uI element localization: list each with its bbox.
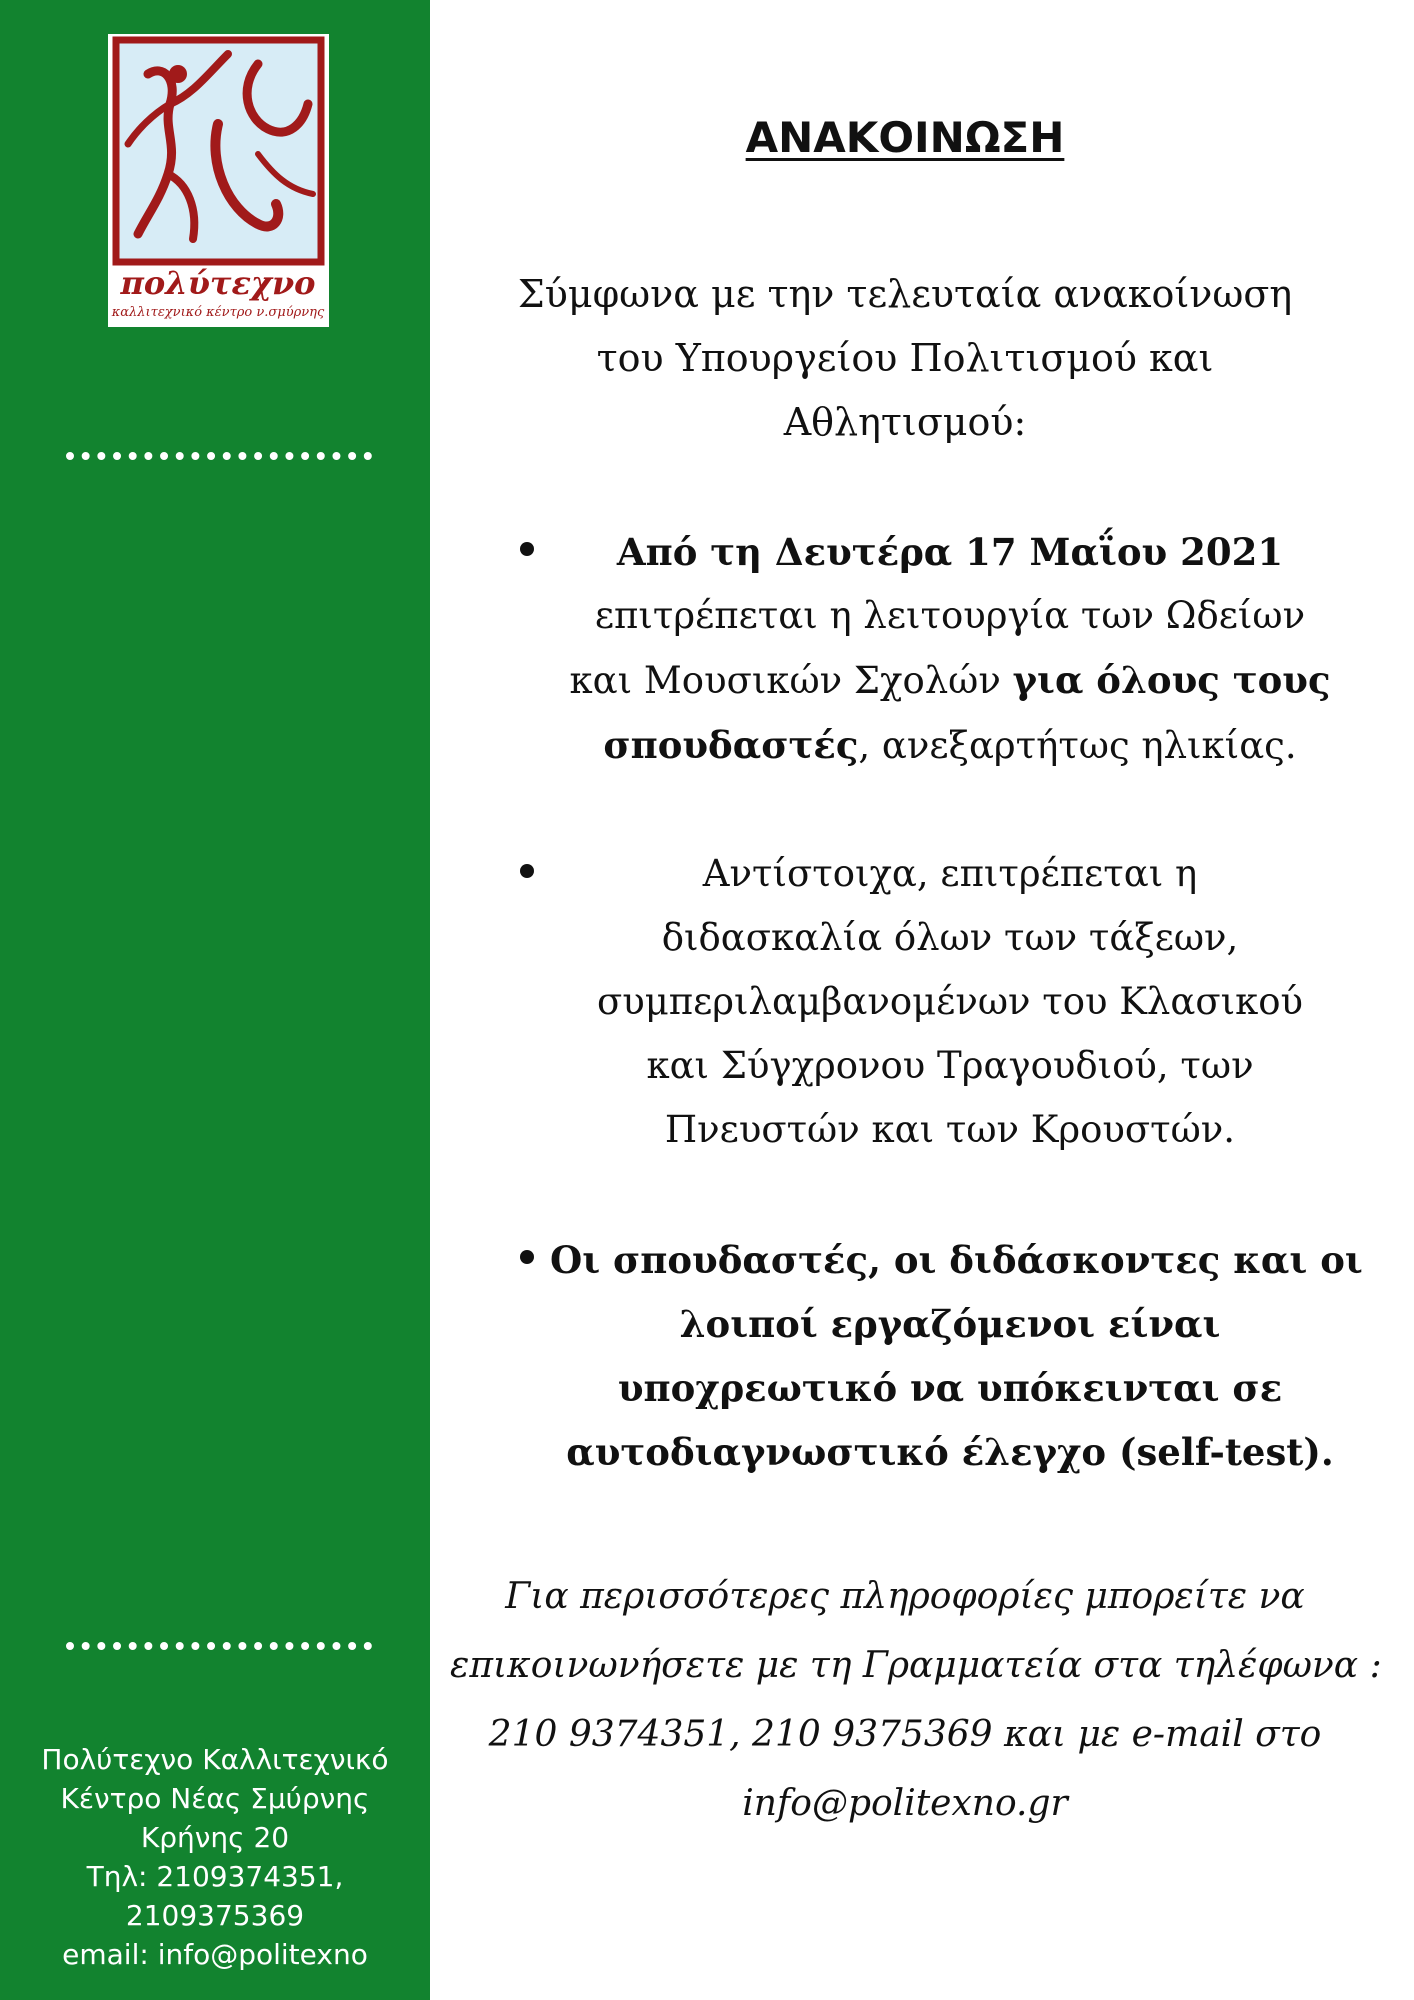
bullet-line: αυτοδιαγνωστικό έλεγχο (self-test).	[566, 1430, 1334, 1474]
bullet-line: συμπεριλαμβανομένων του Κλασικού	[596, 980, 1304, 1023]
contact-info	[20, 1740, 410, 1974]
email-link[interactable]: info@politexno.gr	[742, 1783, 1068, 1824]
bullet-line	[550, 713, 1350, 778]
bullet-line-regular: και Μουσικών Σχολών	[569, 659, 1013, 702]
contact-line: Τηλ: 2109374351,	[86, 1860, 344, 1893]
bullet-line: και Σύγχρονου Τραγουδιού, των	[646, 1044, 1254, 1087]
bullet-line: υποχρεωτικό να υπόκεινται σε	[617, 1366, 1283, 1410]
footer-line: 210 9374351, 210 9375369 και με e-mail στο	[488, 1714, 1322, 1755]
footer-line: Για περισσότερες πληροφορίες μπορείτε να	[505, 1576, 1305, 1617]
contact-line: 2109375369	[125, 1899, 305, 1932]
bullet-text	[550, 842, 1350, 1162]
logo-subtitle: καλλιτεχνικό κέντρο ν.σμύρνης	[111, 305, 325, 320]
logo-artwork	[108, 34, 329, 327]
contact-line: Κέντρο Νέας Σμύρνης	[60, 1782, 370, 1815]
intro-line: Αθλητισμού:	[783, 400, 1027, 444]
contact-line: email: info@politexno	[62, 1938, 368, 1971]
bullet-line	[550, 648, 1350, 713]
bullet-line-bold: για όλους τους	[1012, 658, 1331, 702]
bullet-line-bold: σπουδαστές	[603, 723, 859, 767]
page-title: ΑΝΑΚΟΙΝΩΣΗ	[745, 113, 1065, 162]
contact-footer	[450, 1562, 1382, 1838]
contact-line: Κρήνης 20	[140, 1821, 290, 1854]
bullet-line: Πνευστών και των Κρουστών.	[664, 1108, 1236, 1151]
logo-head-dot	[169, 65, 187, 83]
bullet-line: Από τη Δευτέρα 17 Μαΐου 2021	[616, 530, 1284, 574]
bullet-line: λοιποί εργαζόμενοι είναι	[679, 1302, 1221, 1346]
bullet-text	[550, 1228, 1363, 1484]
dotted-divider-bottom	[66, 1642, 372, 1650]
bullet-line: Οι σπουδαστές, οι διδάσκοντες και οι	[550, 1238, 1363, 1282]
intro-paragraph	[450, 262, 1360, 454]
bullet-line-regular: , ανεξαρτήτως ηλικίας.	[858, 724, 1297, 767]
footer-line: επικοινωνήσετε με τη Γραμματεία στα τηλέφωνα :	[450, 1645, 1382, 1686]
bullet-text	[550, 520, 1350, 778]
bullet-icon	[520, 542, 534, 556]
sidebar	[0, 0, 430, 2000]
contact-line: Πολύτεχνο Καλλιτεχνικό	[41, 1743, 389, 1776]
bullet-icon	[520, 1250, 534, 1264]
logo-name: πολύτεχνο	[120, 264, 316, 302]
bullet-line: διδασκαλία όλων των τάξεων,	[661, 916, 1239, 959]
bullet-icon	[520, 864, 534, 878]
bullet-line: επιτρέπεται η λειτουργία των Ωδείων	[594, 594, 1306, 637]
bullet-line: Αντίστοιχα, επιτρέπεται η	[702, 852, 1198, 895]
intro-line: του Υπουργείου Πολιτισμού και	[596, 336, 1214, 380]
logo	[108, 34, 329, 327]
dotted-divider-top	[66, 452, 372, 460]
intro-line: Σύμφωνα με την τελευταία ανακοίνωση	[517, 272, 1293, 316]
